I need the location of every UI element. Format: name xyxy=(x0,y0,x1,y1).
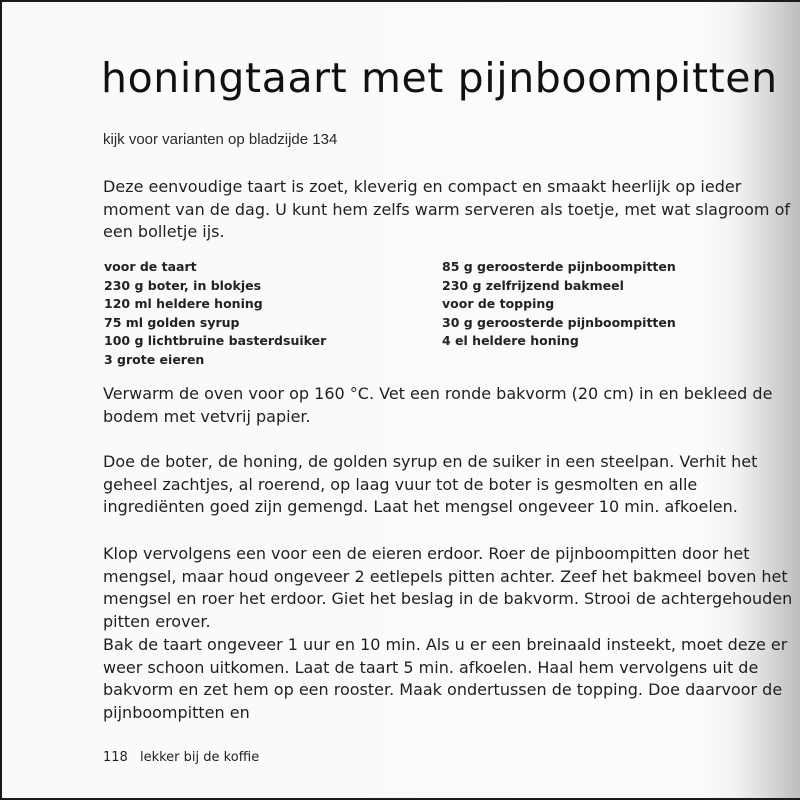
ingredient-line: 30 g geroosterde pijnboompitten xyxy=(442,314,676,330)
method-step: Klop vervolgens een voor een de eieren erdoor. Roer de pijnboompitten door het mengsel, maar houd ongeveer 2 eetlepels pitten achter. Zeef het bakmeel boven het mengsel en roer het erdoor. Giet het beslag in de bakvorm. Strooi de achtergehouden pitten erover. xyxy=(103,544,793,631)
ingredient-line: 230 g boter, in blokjes xyxy=(104,277,262,293)
ingredient-line: 75 ml golden syrup xyxy=(104,314,240,330)
ingredient-line: 230 g zelfrijzend bakmeel xyxy=(442,277,624,293)
ingredient-line: voor de taart xyxy=(104,259,197,274)
variants-reference: kijk voor varianten op bladzijde 134 xyxy=(103,131,338,148)
page-border-top xyxy=(0,0,800,2)
ingredient-line: 100 g lichtbruine basterdsuiker xyxy=(104,333,327,349)
ingredients-left-column xyxy=(104,258,326,370)
recipe-title: honingtaart met pijnboompitten xyxy=(101,54,778,102)
ingredient-line: 120 ml heldere honing xyxy=(104,296,263,312)
ingredients-right-column xyxy=(442,258,676,351)
method-step: Bak de taart ongeveer 1 uur en 10 min. Als u er een breinaald insteekt, moet deze er weer schoon uitkomen. Laat de taart 5 min. afkoelen. Haal hem vervolgens uit de bakvorm en zet hem op een rooster. Maak ondertussen de topping. Doe daarvoor de pijnboompitten en xyxy=(103,635,788,722)
page-footer xyxy=(103,750,259,765)
section-name: lekker bij de koffie xyxy=(139,750,260,765)
ingredient-line: 85 g geroosterde pijnboompitten xyxy=(442,259,676,274)
page-border-left xyxy=(0,0,2,800)
ingredient-line: voor de topping xyxy=(442,296,555,312)
method-step: Verwarm de oven voor op 160 °C. Vet een ronde bakvorm (20 cm) in en bekleed de bodem met vetvrij papier. xyxy=(103,384,773,426)
method-step: Doe de boter, de honing, de golden syrup en de suiker in een steelpan. Verhit het geheel zachtjes, al roerend, op laag vuur tot de boter is gesmolten en alle ingrediënten goed zijn gemengd. Laat het mengsel ongeveer 10 min. afkoelen. xyxy=(103,452,758,516)
ingredient-line: 4 el heldere honing xyxy=(442,333,579,349)
recipe-intro: Deze eenvoudige taart is zoet, kleverig en compact en smaakt heerlijk op ieder moment van de dag. U kunt hem zelfs warm serveren als toetje, met wat slagroom of een bolletje ijs. xyxy=(103,177,791,241)
ingredient-line: 3 grote eieren xyxy=(104,351,205,367)
page-number: 118 xyxy=(103,750,128,765)
